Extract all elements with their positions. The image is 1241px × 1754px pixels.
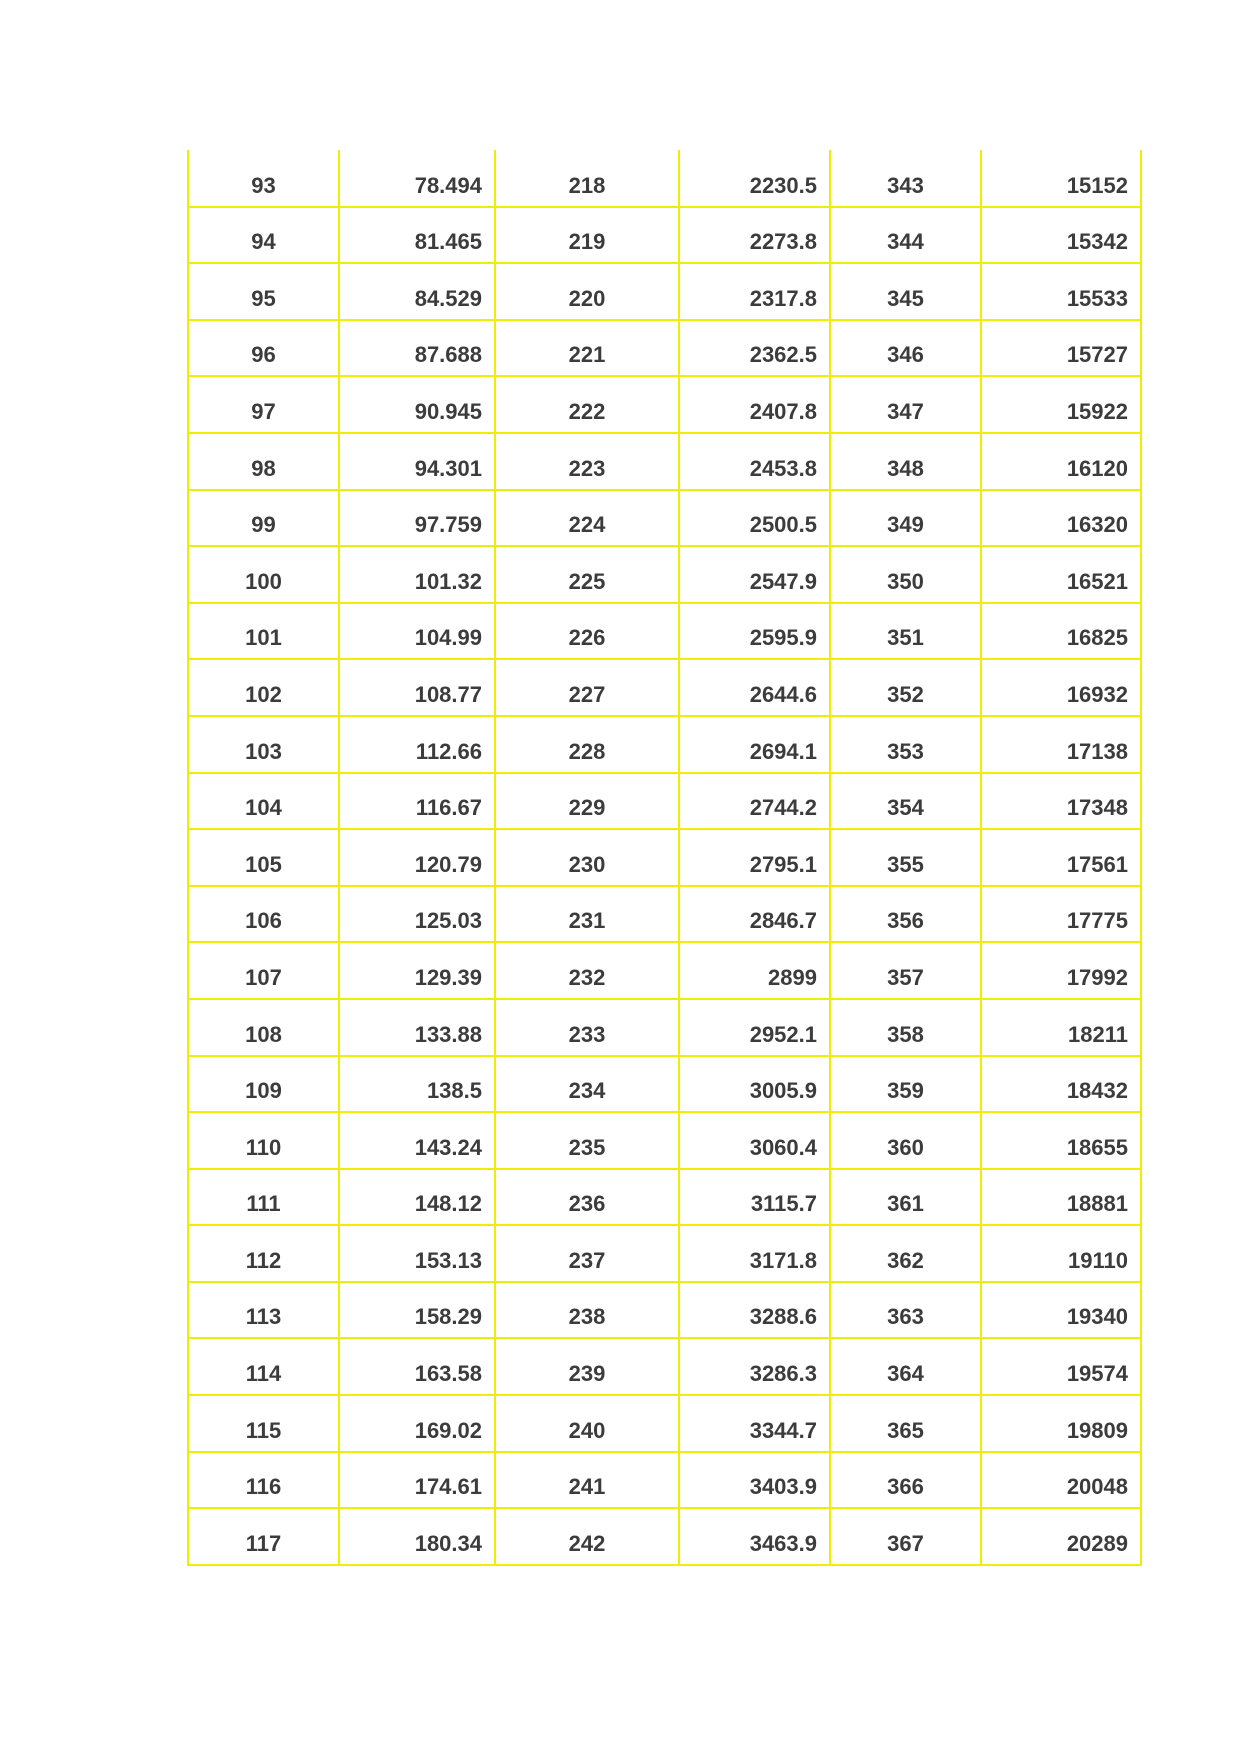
table-cell-col-a: 93 xyxy=(188,150,339,207)
table-row xyxy=(188,490,1141,547)
table-cell-col-a: 111 xyxy=(188,1169,339,1226)
table-cell-col-b: 104.99 xyxy=(339,603,495,660)
table-cell-col-c: 242 xyxy=(495,1508,679,1565)
table-cell-col-e: 356 xyxy=(830,886,981,943)
table-row xyxy=(188,150,1141,207)
table-cell-col-a: 102 xyxy=(188,659,339,716)
table-cell-col-a: 104 xyxy=(188,773,339,830)
table-cell-col-a: 107 xyxy=(188,942,339,999)
table-cell-col-d: 2899 xyxy=(679,942,830,999)
table-cell-col-e: 345 xyxy=(830,263,981,320)
table-cell-col-d: 2317.8 xyxy=(679,263,830,320)
table-cell-col-f: 19340 xyxy=(981,1282,1141,1339)
table-row xyxy=(188,942,1141,999)
table-cell-col-b: 84.529 xyxy=(339,263,495,320)
table-cell-col-d: 2595.9 xyxy=(679,603,830,660)
table-cell-col-e: 349 xyxy=(830,490,981,547)
table-cell-col-d: 3344.7 xyxy=(679,1395,830,1452)
table-cell-col-a: 103 xyxy=(188,716,339,773)
table-cell-col-c: 239 xyxy=(495,1338,679,1395)
table-cell-col-e: 343 xyxy=(830,150,981,207)
table-row xyxy=(188,1112,1141,1169)
table-cell-col-d: 2453.8 xyxy=(679,433,830,490)
table-cell-col-b: 94.301 xyxy=(339,433,495,490)
table-cell-col-d: 2846.7 xyxy=(679,886,830,943)
table-cell-col-d: 3288.6 xyxy=(679,1282,830,1339)
table-cell-col-f: 17992 xyxy=(981,942,1141,999)
table-cell-col-c: 240 xyxy=(495,1395,679,1452)
table-cell-col-f: 17348 xyxy=(981,773,1141,830)
table-cell-col-b: 133.88 xyxy=(339,999,495,1056)
table-row xyxy=(188,207,1141,264)
table-cell-col-b: 153.13 xyxy=(339,1225,495,1282)
table-row xyxy=(188,1056,1141,1113)
table-cell-col-f: 17775 xyxy=(981,886,1141,943)
table-cell-col-e: 367 xyxy=(830,1508,981,1565)
table-cell-col-d: 3403.9 xyxy=(679,1452,830,1509)
table-cell-col-e: 360 xyxy=(830,1112,981,1169)
table-row xyxy=(188,546,1141,603)
table-cell-col-c: 222 xyxy=(495,376,679,433)
table-cell-col-a: 114 xyxy=(188,1338,339,1395)
table-cell-col-a: 95 xyxy=(188,263,339,320)
table-cell-col-b: 180.34 xyxy=(339,1508,495,1565)
table-cell-col-a: 96 xyxy=(188,320,339,377)
table-cell-col-b: 97.759 xyxy=(339,490,495,547)
table-cell-col-b: 90.945 xyxy=(339,376,495,433)
table-row xyxy=(188,603,1141,660)
table-cell-col-e: 348 xyxy=(830,433,981,490)
table-cell-col-b: 116.67 xyxy=(339,773,495,830)
table-cell-col-c: 223 xyxy=(495,433,679,490)
table-cell-col-a: 110 xyxy=(188,1112,339,1169)
table-cell-col-f: 16932 xyxy=(981,659,1141,716)
table-cell-col-d: 3060.4 xyxy=(679,1112,830,1169)
table-cell-col-d: 3115.7 xyxy=(679,1169,830,1226)
table-cell-col-a: 112 xyxy=(188,1225,339,1282)
table-cell-col-a: 117 xyxy=(188,1508,339,1565)
table-row xyxy=(188,773,1141,830)
table-cell-col-f: 18211 xyxy=(981,999,1141,1056)
table-cell-col-a: 94 xyxy=(188,207,339,264)
table-cell-col-e: 361 xyxy=(830,1169,981,1226)
table-cell-col-c: 220 xyxy=(495,263,679,320)
table-row xyxy=(188,659,1141,716)
table-cell-col-f: 16120 xyxy=(981,433,1141,490)
table-cell-col-d: 2694.1 xyxy=(679,716,830,773)
table-cell-col-d: 2230.5 xyxy=(679,150,830,207)
table-cell-col-d: 2644.6 xyxy=(679,659,830,716)
table-cell-col-b: 148.12 xyxy=(339,1169,495,1226)
table-cell-col-c: 238 xyxy=(495,1282,679,1339)
table-cell-col-b: 129.39 xyxy=(339,942,495,999)
table-cell-col-c: 235 xyxy=(495,1112,679,1169)
table-cell-col-f: 15342 xyxy=(981,207,1141,264)
table-cell-col-f: 17561 xyxy=(981,829,1141,886)
table-cell-col-e: 362 xyxy=(830,1225,981,1282)
table-row xyxy=(188,1282,1141,1339)
table-cell-col-b: 174.61 xyxy=(339,1452,495,1509)
table-row xyxy=(188,1169,1141,1226)
table-cell-col-d: 3286.3 xyxy=(679,1338,830,1395)
table-cell-col-c: 229 xyxy=(495,773,679,830)
table-row xyxy=(188,886,1141,943)
table-body xyxy=(188,150,1141,1565)
table-cell-col-d: 2744.2 xyxy=(679,773,830,830)
table-cell-col-a: 106 xyxy=(188,886,339,943)
table-cell-col-f: 19110 xyxy=(981,1225,1141,1282)
table-cell-col-f: 20289 xyxy=(981,1508,1141,1565)
table-cell-col-a: 98 xyxy=(188,433,339,490)
table-cell-col-e: 353 xyxy=(830,716,981,773)
table-row xyxy=(188,1338,1141,1395)
table-cell-col-c: 234 xyxy=(495,1056,679,1113)
table-cell-col-e: 355 xyxy=(830,829,981,886)
table-cell-col-e: 366 xyxy=(830,1452,981,1509)
table-cell-col-d: 2362.5 xyxy=(679,320,830,377)
table-cell-col-c: 224 xyxy=(495,490,679,547)
table-cell-col-e: 365 xyxy=(830,1395,981,1452)
table-cell-col-a: 115 xyxy=(188,1395,339,1452)
table-cell-col-c: 233 xyxy=(495,999,679,1056)
table-cell-col-f: 18655 xyxy=(981,1112,1141,1169)
table-row xyxy=(188,1395,1141,1452)
table-cell-col-e: 354 xyxy=(830,773,981,830)
table-row xyxy=(188,829,1141,886)
table-row xyxy=(188,433,1141,490)
table-cell-col-f: 16825 xyxy=(981,603,1141,660)
table-cell-col-c: 218 xyxy=(495,150,679,207)
table-cell-col-e: 364 xyxy=(830,1338,981,1395)
table-cell-col-b: 108.77 xyxy=(339,659,495,716)
table-cell-col-d: 2500.5 xyxy=(679,490,830,547)
table-cell-col-c: 227 xyxy=(495,659,679,716)
table-cell-col-b: 138.5 xyxy=(339,1056,495,1113)
table-cell-col-c: 226 xyxy=(495,603,679,660)
table-row xyxy=(188,716,1141,773)
table-row xyxy=(188,1225,1141,1282)
table-cell-col-f: 19574 xyxy=(981,1338,1141,1395)
table-cell-col-a: 105 xyxy=(188,829,339,886)
table-cell-col-a: 109 xyxy=(188,1056,339,1113)
table-cell-col-d: 2547.9 xyxy=(679,546,830,603)
table-cell-col-f: 20048 xyxy=(981,1452,1141,1509)
table-row xyxy=(188,320,1141,377)
table-cell-col-a: 97 xyxy=(188,376,339,433)
table-cell-col-f: 18881 xyxy=(981,1169,1141,1226)
table-cell-col-d: 3463.9 xyxy=(679,1508,830,1565)
table-cell-col-f: 15152 xyxy=(981,150,1141,207)
table-cell-col-f: 15727 xyxy=(981,320,1141,377)
table-cell-col-f: 17138 xyxy=(981,716,1141,773)
table-cell-col-c: 231 xyxy=(495,886,679,943)
table-cell-col-a: 99 xyxy=(188,490,339,547)
table-cell-col-c: 221 xyxy=(495,320,679,377)
table-row xyxy=(188,263,1141,320)
table-cell-col-e: 363 xyxy=(830,1282,981,1339)
table-cell-col-f: 16521 xyxy=(981,546,1141,603)
table-cell-col-d: 3005.9 xyxy=(679,1056,830,1113)
table-cell-col-b: 125.03 xyxy=(339,886,495,943)
table-cell-col-d: 2795.1 xyxy=(679,829,830,886)
table-cell-col-f: 18432 xyxy=(981,1056,1141,1113)
table-cell-col-e: 346 xyxy=(830,320,981,377)
table-cell-col-e: 347 xyxy=(830,376,981,433)
table-cell-col-f: 15922 xyxy=(981,376,1141,433)
table-cell-col-b: 78.494 xyxy=(339,150,495,207)
table-cell-col-a: 116 xyxy=(188,1452,339,1509)
table-cell-col-d: 2952.1 xyxy=(679,999,830,1056)
table-cell-col-b: 87.688 xyxy=(339,320,495,377)
table-cell-col-f: 15533 xyxy=(981,263,1141,320)
table-cell-col-c: 237 xyxy=(495,1225,679,1282)
table-row xyxy=(188,999,1141,1056)
table-cell-col-f: 19809 xyxy=(981,1395,1141,1452)
table-cell-col-e: 350 xyxy=(830,546,981,603)
table-row xyxy=(188,1452,1141,1509)
table-cell-col-c: 219 xyxy=(495,207,679,264)
table-cell-col-f: 16320 xyxy=(981,490,1141,547)
table-cell-col-a: 113 xyxy=(188,1282,339,1339)
table-cell-col-c: 241 xyxy=(495,1452,679,1509)
table-cell-col-e: 344 xyxy=(830,207,981,264)
table-cell-col-c: 232 xyxy=(495,942,679,999)
table-cell-col-e: 359 xyxy=(830,1056,981,1113)
table-cell-col-b: 163.58 xyxy=(339,1338,495,1395)
table-cell-col-b: 81.465 xyxy=(339,207,495,264)
table-cell-col-e: 351 xyxy=(830,603,981,660)
table-row xyxy=(188,1508,1141,1565)
table-cell-col-b: 169.02 xyxy=(339,1395,495,1452)
table-cell-col-c: 228 xyxy=(495,716,679,773)
table-cell-col-e: 357 xyxy=(830,942,981,999)
table-cell-col-b: 143.24 xyxy=(339,1112,495,1169)
table-cell-col-d: 3171.8 xyxy=(679,1225,830,1282)
table-cell-col-e: 352 xyxy=(830,659,981,716)
table-row xyxy=(188,376,1141,433)
table-cell-col-c: 230 xyxy=(495,829,679,886)
table-cell-col-b: 112.66 xyxy=(339,716,495,773)
table-cell-col-d: 2273.8 xyxy=(679,207,830,264)
table-cell-col-c: 225 xyxy=(495,546,679,603)
table-cell-col-d: 2407.8 xyxy=(679,376,830,433)
table-cell-col-c: 236 xyxy=(495,1169,679,1226)
data-table xyxy=(187,150,1142,1566)
table-cell-col-e: 358 xyxy=(830,999,981,1056)
table-cell-col-b: 120.79 xyxy=(339,829,495,886)
table-cell-col-a: 108 xyxy=(188,999,339,1056)
table-cell-col-b: 158.29 xyxy=(339,1282,495,1339)
table-cell-col-a: 101 xyxy=(188,603,339,660)
table-cell-col-b: 101.32 xyxy=(339,546,495,603)
table-cell-col-a: 100 xyxy=(188,546,339,603)
